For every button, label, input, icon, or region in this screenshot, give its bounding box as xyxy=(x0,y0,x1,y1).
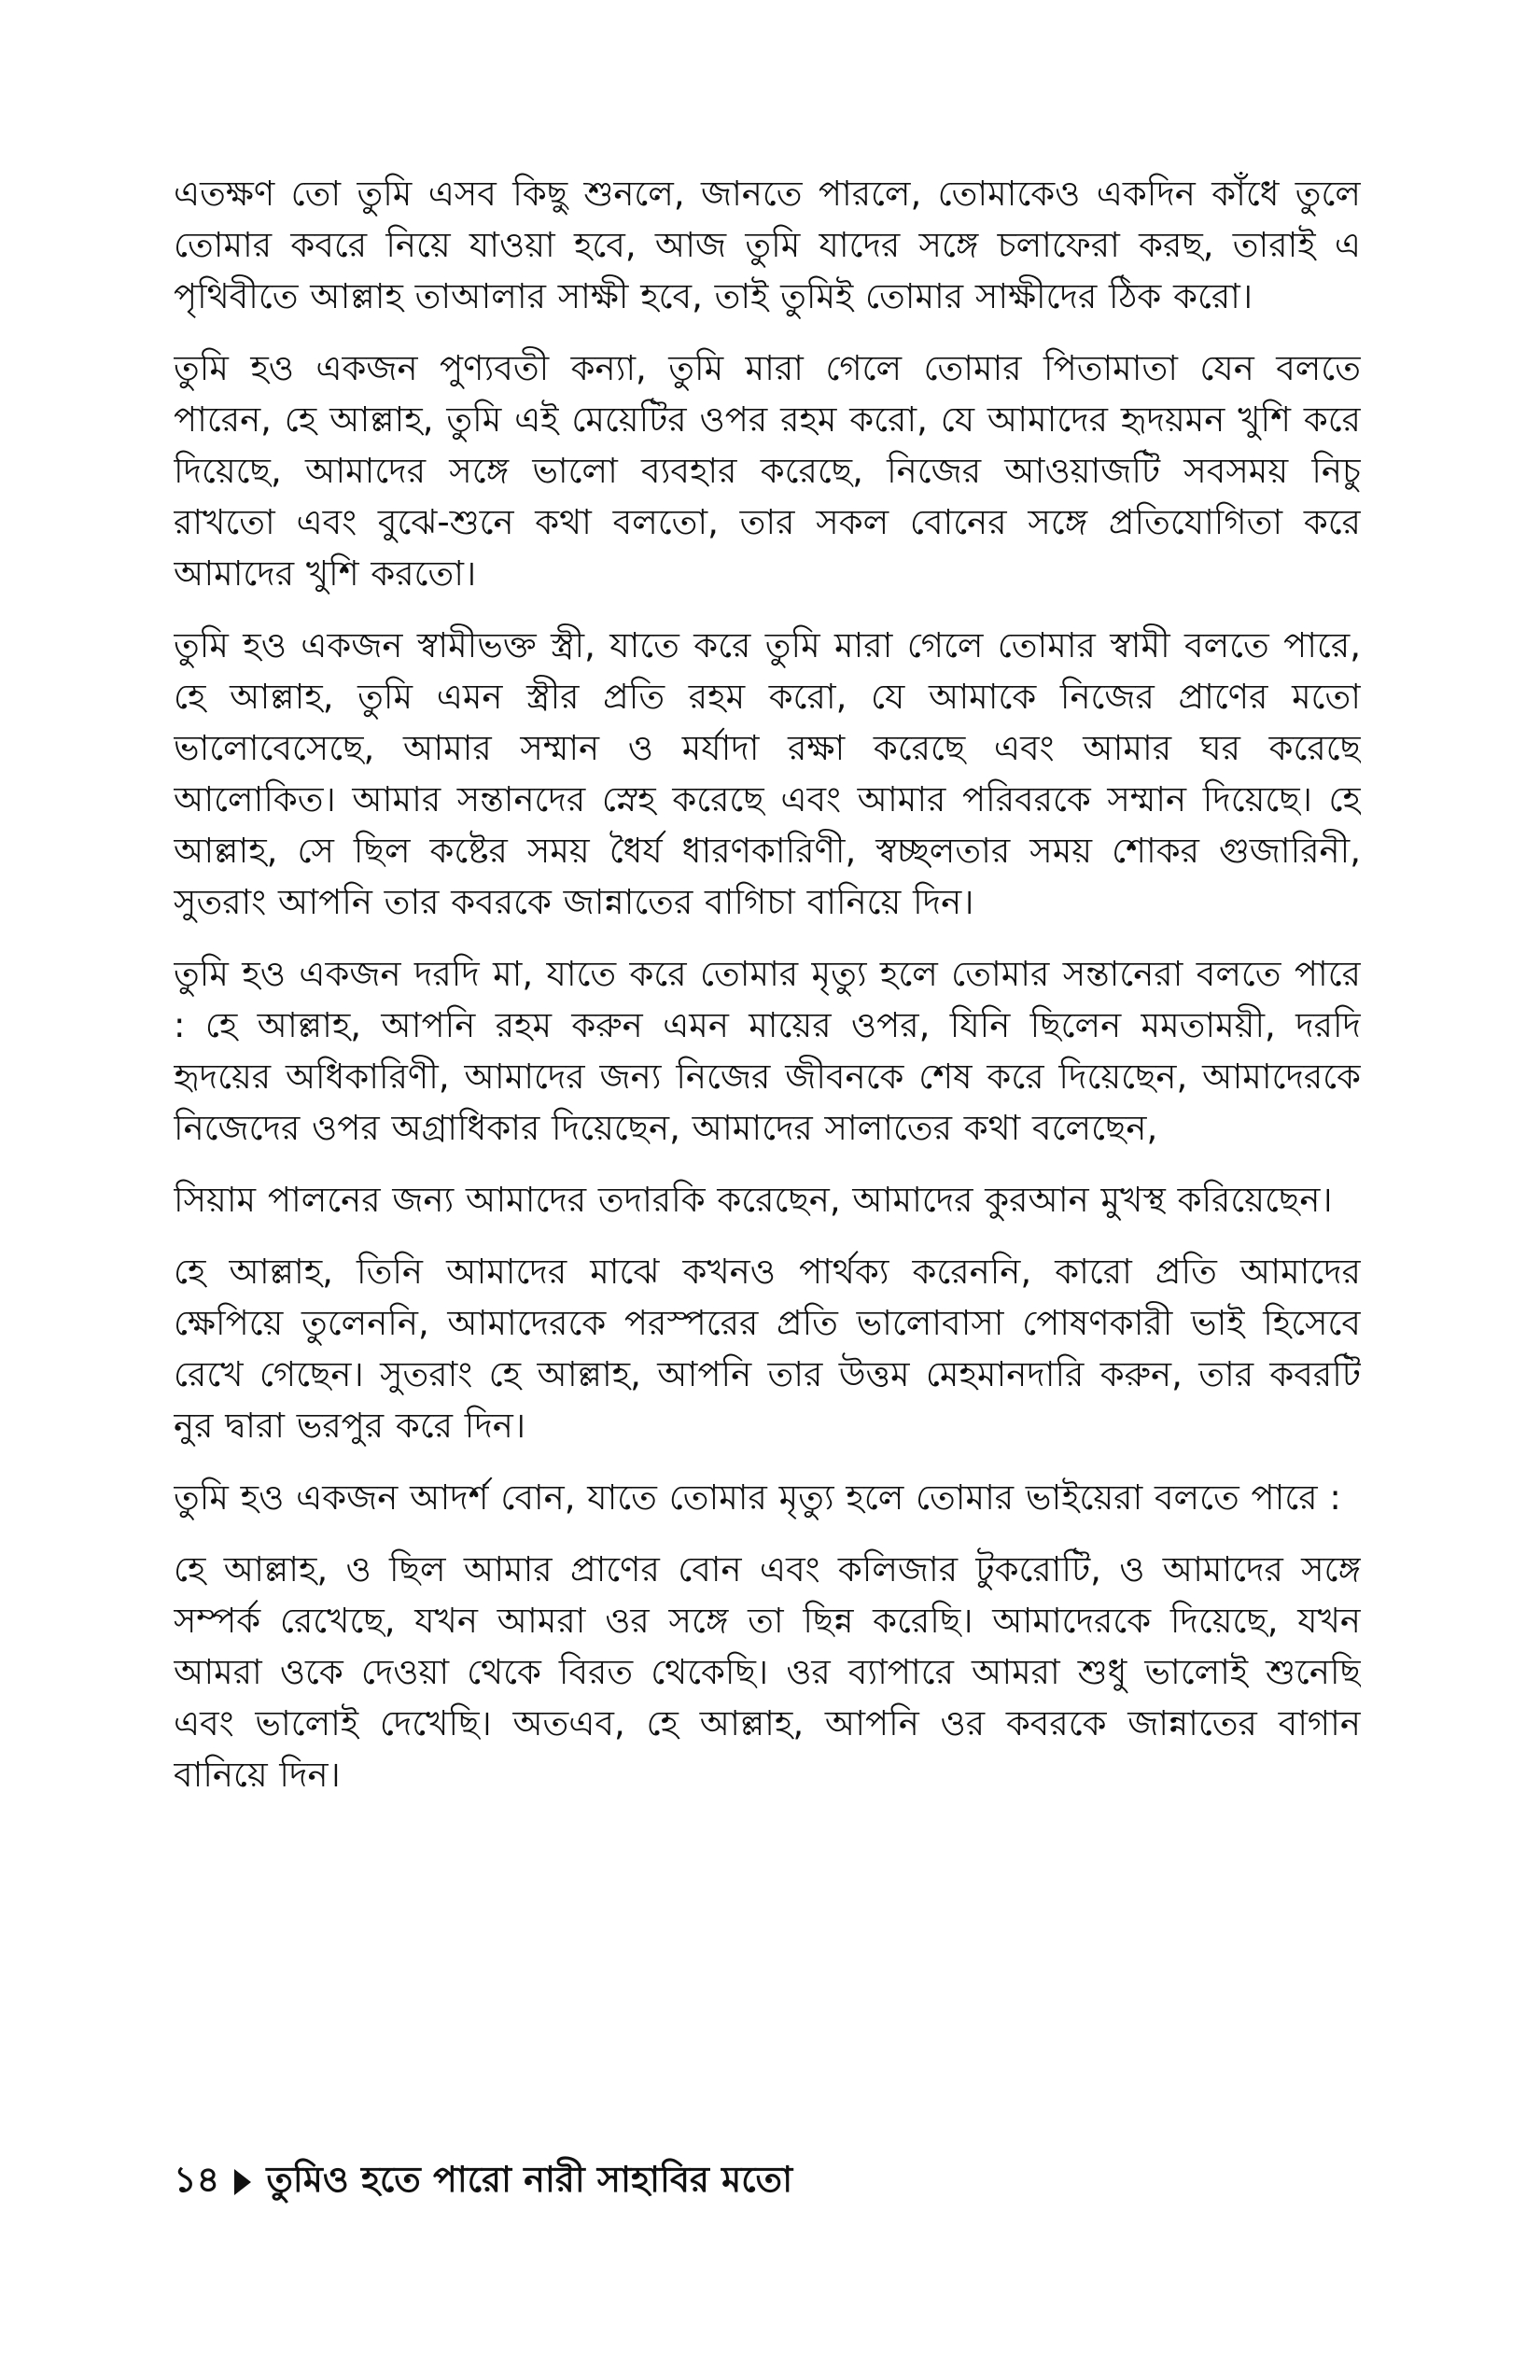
page-body xyxy=(174,168,1361,2165)
paragraph-sister-prayer: হে আল্লাহ, ও ছিল আমার প্রাণের বোন এবং কলিজার টুকরোটি, ও আমাদের সঙ্গে সম্পর্ক রেখেছে, যখন আমরা ওর সঙ্গে তা ছিন্ন করেছি। আমাদেরকে দিয়েছে, যখন আমরা ওকে দেওয়া থেকে বিরত থেকেছি। ওর ব্যাপারে আমরা শুধু ভালোই শুনেছি এবং ভালোই দেখেছি। অতএব, হে আল্লাহ, আপনি ওর কবরকে জান্নাতের বাগান বানিয়ে দিন। xyxy=(174,1549,1361,1795)
page-footer xyxy=(174,2154,792,2210)
paragraph-sister: তুমি হও একজন আদর্শ বোন, যাতে তোমার মৃত্যু হলে তোমার ভাইয়েরা বলতে পারে : xyxy=(174,1477,1341,1518)
paragraph-mother: তুমি হও একজন দরদি মা, যাতে করে তোমার মৃত্যু হলে তোমার সন্তানেরা বলতে পারে : হে আল্লাহ, আপনি রহম করুন এমন মায়ের ওপর, যিনি ছিলেন মমতাময়ী, দরদি হৃদয়ের অধিকারিণী, আমাদের জন্য নিজের জীবনকে শেষ করে দিয়েছেন, আমাদেরকে নিজেদের ওপর অগ্রাধিকার দিয়েছেন, আমাদের সালাতের কথা বলেছেন, xyxy=(174,954,1361,1148)
paragraph-mother-prayer: হে আল্লাহ, তিনি আমাদের মাঝে কখনও পার্থক্য করেননি, কারো প্রতি আমাদের ক্ষেপিয়ে তুলেননি, আমাদেরকে পরস্পরের প্রতি ভালোবাসা পোষণকারী ভাই হিসেবে রেখে গেছেন। সুতরাং হে আল্লাহ, আপনি তার উত্তম মেহমানদারি করুন, তার কবরটি নুর দ্বারা ভরপুর করে দিন। xyxy=(174,1252,1361,1446)
page-number: ১৪ xyxy=(174,2159,220,2200)
paragraph-daughter: তুমি হও একজন পুণ্যবতী কন্যা, তুমি মারা গেলে তোমার পিতামাতা যেন বলতে পারেন, হে আল্লাহ, তুমি এই মেয়েটির ওপর রহম করো, যে আমাদের হৃদয়মন খুশি করে দিয়েছে, আমাদের সঙ্গে ভালো ব্যবহার করেছে, নিজের আওয়াজটি সবসময় নিচু রাখতো এবং বুঝে-শুনে কথা বলতো, তার সকল বোনের সঙ্গে প্রতিযোগিতা করে আমাদের খুশি করতো। xyxy=(174,348,1361,594)
paragraph-mother-continued: সিয়াম পালনের জন্য আমাদের তদারকি করেছেন, আমাদের কুরআন মুখস্থ করিয়েছেন। xyxy=(174,1180,1333,1220)
book-title: তুমিও হতে পারো নারী সাহাবির মতো xyxy=(266,2159,793,2200)
paragraph-witnesses: এতক্ষণ তো তুমি এসব কিছু শুনলে, জানতে পারলে, তোমাকেও একদিন কাঁধে তুলে তোমার কবরে নিয়ে যাওয়া হবে, আজ তুমি যাদের সঙ্গে চলাফেরা করছ, তারাই এ পৃথিবীতে আল্লাহ তাআলার সাক্ষী হবে, তাই তুমিই তোমার সাক্ষীদের ঠিক করো। xyxy=(174,174,1361,316)
triangle-right-icon xyxy=(234,2169,251,2195)
paragraph-wife: তুমি হও একজন স্বামীভক্ত স্ত্রী, যাতে করে তুমি মারা গেলে তোমার স্বামী বলতে পারে, হে আল্লাহ, তুমি এমন স্ত্রীর প্রতি রহম করো, যে আমাকে নিজের প্রাণের মতো ভালোবেসেছে, আমার সম্মান ও মর্যাদা রক্ষা করেছে এবং আমার ঘর করেছে আলোকিত। আমার সন্তানদের স্নেহ করেছে এবং আমার পরিবরকে সম্মান দিয়েছে। হে আল্লাহ, সে ছিল কষ্টের সময় ধৈর্য ধারণকারিণী, স্বচ্ছলতার সময় শোকর গুজারিনী, সুতরাং আপনি তার কবরকে জান্নাতের বাগিচা বানিয়ে দিন। xyxy=(174,625,1361,922)
